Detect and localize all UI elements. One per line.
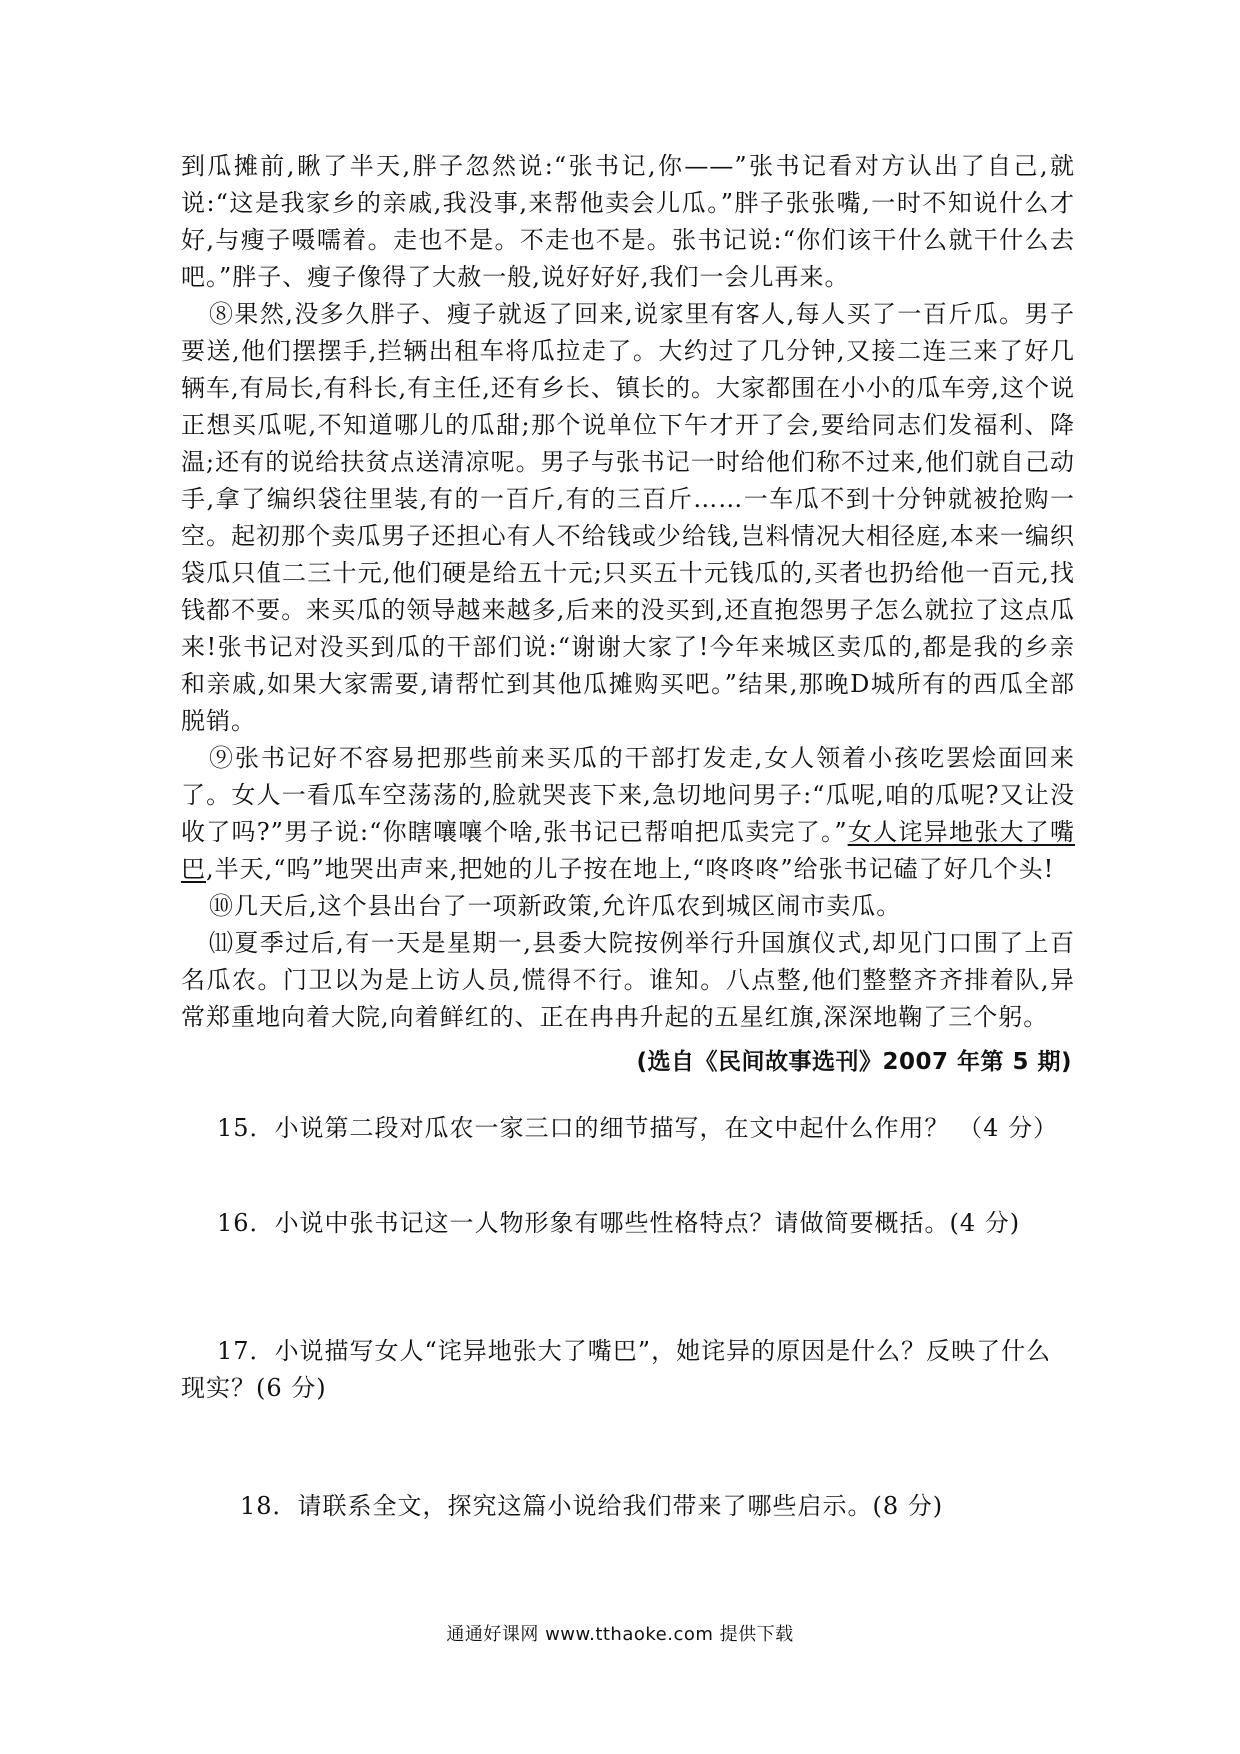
paragraph-9-tail: ,半天,“呜”地哭出声来,把她的儿子按在地上,“咚咚咚”给张书记磕了好几个头!: [206, 855, 1055, 883]
question-17: [181, 1333, 1075, 1407]
page-footer: 通通好课网 www.tthaoke.com 提供下载: [446, 1624, 794, 1645]
question-18: 18．请联系全文，探究这篇小说给我们带来了哪些启示。(8 分): [240, 1492, 944, 1520]
question-17-line-1: 17．小说描写女人“诧异地张大了嘴巴”，她诧异的原因是什么？反映了什么: [217, 1337, 1052, 1365]
paragraph-continued: 到瓜摊前,瞅了半天,胖子忽然说:“张书记,你——”张书记看对方认出了自己,就说:“这是我家乡的亲戚,我没事,来帮他卖会儿瓜。”胖子张张嘴,一时不知说什么才好,与瘦子嗫嚅着。走也不是。不走也不是。张书记说:“你们该干什么就干什么去吧。”胖子、瘦子像得了大赦一般,说好好好,我们一会儿再来。: [181, 152, 1075, 291]
question-17-line-2: 现实？(6 分): [181, 1374, 327, 1402]
paragraph-9: [181, 740, 1075, 888]
story-passage: [181, 148, 1075, 1036]
question-15: 15．小说第二段对瓜农一家三口的细节描写，在文中起什么作用？ （4 分）: [217, 1114, 1059, 1142]
paragraph-8: ⑧果然,没多久胖子、瘦子就返了回来,说家里有客人,每人买了一百斤瓜。男子要送,他们摆摆手,拦辆出租车将瓜拉走了。大约过了几分钟,又接二连三来了好几辆车,有局长,有科长,有主任,还有乡长、镇长的。大家都围在小小的瓜车旁,这个说正想买瓜呢,不知道哪儿的瓜甜;那个说单位下午才开了会,要给同志们发福利、降温;还有的说给扶贫点送清凉呢。男子与张书记一时给他们称不过来,他们就自己动手,拿了编织袋往里装,有的一百斤,有的三百斤……一车瓜不到十分钟就被抢购一空。起初那个卖瓜男子还担心有人不给钱或少给钱,岂料情况大相径庭,本来一编织袋瓜只值二三十元,他们硬是给五十元;只买五十元钱瓜的,买者也扔给他一百元,找钱都不要。来买瓜的领导越来越多,后来的没买到,还直抱怨男子怎么就拉了这点瓜来!张书记对没买到瓜的干部们说:“谢谢大家了!今年来城区卖瓜的,都是我的乡亲和亲戚,如果大家需要,请帮忙到其他瓜摊购买吧。”结果,那晚D城所有的西瓜全部脱销。: [181, 300, 1075, 735]
paragraph-9-text: ⑨张书记好不容易把那些前来买瓜的干部打发走,女人领着小孩吃罢烩面回来了。女人一看瓜车空荡荡的,脸就哭丧下来,急切地问男子:“瓜呢,咱的瓜呢?又让没收了吗?”男子说:“你瞎嚷嚷个啥,张书记已帮咱把瓜卖完了。”: [181, 744, 1075, 846]
paragraph-11: ⑾夏季过后,有一天是星期一,县委大院按例举行升国旗仪式,却见门口围了上百名瓜农。门卫以为是上访人员,慌得不行。谁知。八点整,他们整整齐齐排着队,异常郑重地向着大院,向着鲜红的、正在冉冉升起的五星红旗,深深地鞠了三个躬。: [181, 929, 1075, 1031]
question-16: 16．小说中张书记这一人物形象有哪些性格特点？请做简要概括。(4 分): [217, 1209, 1021, 1237]
underlined-phrase: 女人诧异地张大了嘴巴: [181, 818, 1076, 883]
source-citation: (选自《民间故事选刊》2007 年第 5 期): [636, 1049, 1072, 1075]
paragraph-10: ⑩几天后,这个县出台了一项新政策,允许瓜农到城区闹市卖瓜。: [209, 892, 902, 920]
